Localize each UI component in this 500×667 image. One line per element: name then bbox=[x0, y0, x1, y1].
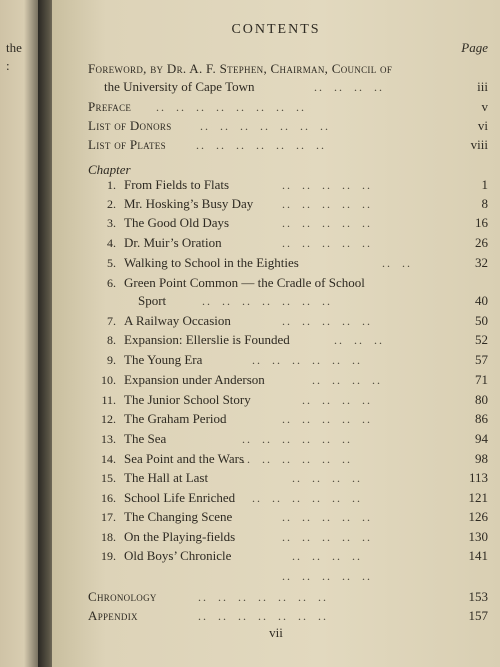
chapter-title: Expansion under Anderson bbox=[124, 372, 265, 387]
chapter-number: 15. bbox=[101, 471, 116, 485]
chapter-number: 19. bbox=[101, 549, 116, 563]
chapter-number: 2. bbox=[107, 197, 116, 211]
chapter-title: On the Playing-fields bbox=[124, 529, 236, 544]
chapter-number: 3. bbox=[107, 216, 116, 230]
chapter-title: Dr. Muir’s Oration bbox=[124, 235, 222, 250]
chapter-title: From Fields to Flats bbox=[124, 177, 230, 192]
plates-page: viii bbox=[470, 137, 488, 152]
chapter-page: 1 bbox=[481, 177, 488, 192]
leader-dots: .. .. .. .. .. .. .. bbox=[200, 119, 330, 133]
preface-page: v bbox=[481, 99, 488, 114]
appendix-label: Appendix bbox=[88, 608, 138, 623]
leader-dots: .. .. .. .. .. .. bbox=[242, 452, 352, 466]
chronology-page: 153 bbox=[468, 589, 488, 604]
leader-dots: .. .. bbox=[382, 256, 412, 270]
leader-dots: .. .. .. .. .. bbox=[282, 216, 372, 230]
left-page-fragment: : bbox=[6, 58, 10, 73]
leader-dots: .. .. .. .. .. .. .. bbox=[196, 138, 326, 152]
chapter-number: 1. bbox=[107, 178, 116, 192]
chapter-number: 13. bbox=[101, 432, 116, 446]
leader-dots: .. .. .. .. .. bbox=[282, 197, 372, 211]
leader-dots: .. .. .. bbox=[334, 333, 384, 347]
plates-label: List of Plates bbox=[88, 137, 166, 152]
left-facing-page bbox=[0, 0, 40, 667]
leader-dots: .. .. .. .. .. .. bbox=[252, 491, 362, 505]
chapter-number: 8. bbox=[107, 333, 116, 347]
leader-dots: .. .. .. .. .. bbox=[282, 530, 372, 544]
chapter-number: 11. bbox=[101, 393, 116, 407]
chapter-number: 6. bbox=[107, 276, 116, 290]
chapter-page: 57 bbox=[475, 352, 488, 367]
leader-dots: .. .. .. .. .. .. bbox=[252, 353, 362, 367]
chapter-number: 7. bbox=[107, 314, 116, 328]
leader-dots: .. .. .. .. .. .. bbox=[242, 432, 352, 446]
leader-dots: .. .. .. .. .. bbox=[282, 510, 372, 524]
chapter-title: A Railway Occasion bbox=[124, 313, 231, 328]
chapter-page: 126 bbox=[468, 509, 488, 524]
chapter-title: Expansion: Ellerslie is Founded bbox=[124, 332, 290, 347]
leader-dots: .. .. .. .. .. bbox=[282, 314, 372, 328]
contents-title: CONTENTS bbox=[231, 22, 321, 37]
chapter-page: 80 bbox=[475, 392, 488, 407]
chapter-title: Walking to School in the Eighties bbox=[124, 255, 299, 270]
page-folio: vii bbox=[269, 625, 283, 640]
chapter-page: 50 bbox=[475, 313, 488, 328]
chapter-page: 113 bbox=[468, 470, 488, 485]
chapter-title: The Changing Scene bbox=[124, 509, 233, 524]
chapter-page: 98 bbox=[475, 451, 488, 466]
leader-dots: .. .. .. .. bbox=[314, 80, 384, 94]
chapter-page: 86 bbox=[475, 411, 488, 426]
chapter-title: The Sea bbox=[124, 431, 167, 446]
chapter-page: 16 bbox=[475, 215, 488, 230]
chapter-number: 9. bbox=[107, 353, 116, 367]
contents-page bbox=[52, 0, 500, 667]
chapter-number: 4. bbox=[107, 236, 116, 250]
leader-dots: .. .. .. .. .. .. .. bbox=[198, 609, 328, 623]
leader-dots: .. .. .. .. bbox=[312, 373, 382, 387]
chapter-number: 12. bbox=[101, 412, 116, 426]
chronology-label: Chronology bbox=[88, 589, 157, 604]
leader-dots: .. .. .. .. bbox=[292, 549, 362, 563]
chapter-title: Green Point Common — the Cradle of School bbox=[124, 275, 365, 290]
chapter-title: The Junior School Story bbox=[124, 392, 251, 407]
chapter-page: 121 bbox=[468, 490, 488, 505]
chapter-title-continuation: Sport bbox=[138, 293, 167, 308]
chapter-page: 52 bbox=[475, 332, 488, 347]
chapter-title: Mr. Hosking’s Busy Day bbox=[124, 196, 254, 211]
leader-dots: .. .. .. .. bbox=[302, 393, 372, 407]
chapter-title: Old Boys’ Chronicle bbox=[124, 548, 232, 563]
appendix-page: 157 bbox=[468, 608, 488, 623]
foreword-page: iii bbox=[477, 79, 488, 94]
leader-dots: .. .. .. .. .. bbox=[282, 236, 372, 250]
chapter-title: The Graham Period bbox=[124, 411, 227, 426]
leader-dots: .. .. .. .. .. .. .. .. bbox=[156, 100, 306, 114]
page-column-header: Page bbox=[461, 40, 488, 55]
chapter-header: Chapter bbox=[88, 162, 131, 177]
donors-label: List of Donors bbox=[88, 118, 172, 133]
chapter-title: The Young Era bbox=[124, 352, 203, 367]
chapter-number: 10. bbox=[101, 373, 116, 387]
chapter-title: The Hall at Last bbox=[124, 470, 209, 485]
chapter-page: 40 bbox=[475, 293, 488, 308]
chapter-page: 32 bbox=[475, 255, 488, 270]
chapter-page: 26 bbox=[475, 235, 488, 250]
chapter-page: 94 bbox=[475, 431, 488, 446]
donors-page: vi bbox=[477, 118, 488, 133]
leader-dots: .. .. .. .. .. bbox=[282, 412, 372, 426]
foreword-line-1: Foreword, by Dr. A. F. Stephen, Chairman, Council of bbox=[88, 61, 393, 76]
chapter-number: 18. bbox=[101, 530, 116, 544]
leader-dots: .. .. .. .. .. bbox=[282, 178, 372, 192]
leader-dots: .. .. .. .. .. .. .. bbox=[202, 294, 332, 308]
left-page-fragment: the bbox=[6, 40, 22, 55]
foreword-line-2: the University of Cape Town bbox=[104, 79, 255, 94]
chapter-page: 130 bbox=[468, 529, 488, 544]
chapter-number: 17. bbox=[101, 510, 116, 524]
chapter-title: The Good Old Days bbox=[124, 215, 230, 230]
leader-dots: .. .. .. .. .. .. .. bbox=[198, 590, 328, 604]
leader-dots: .. .. .. .. bbox=[292, 471, 362, 485]
leader-dots: .. .. .. .. .. bbox=[282, 569, 372, 583]
chapter-number: 5. bbox=[107, 256, 116, 270]
chapter-page: 141 bbox=[468, 548, 488, 563]
preface-label: Preface bbox=[88, 99, 132, 114]
chapter-page: 71 bbox=[475, 372, 488, 387]
chapter-number: 14. bbox=[101, 452, 116, 466]
chapter-title: School Life Enriched bbox=[124, 490, 236, 505]
chapter-title: Sea Point and the Wars bbox=[124, 451, 245, 466]
chapter-page: 8 bbox=[481, 196, 488, 211]
chapter-number: 16. bbox=[101, 491, 116, 505]
